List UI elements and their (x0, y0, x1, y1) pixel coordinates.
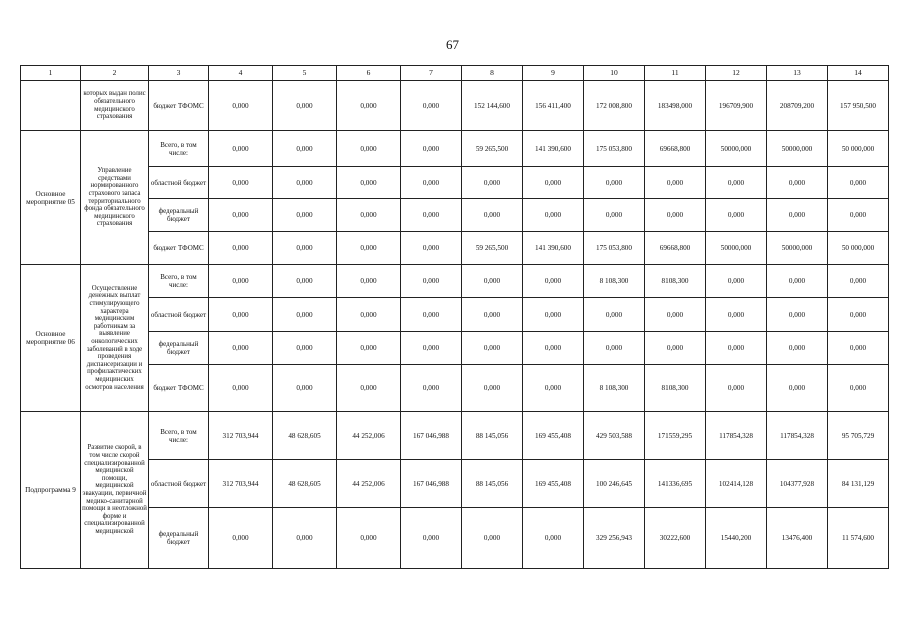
amount-cell: 95 705,729 (828, 412, 889, 460)
amount-cell: 13476,400 (767, 508, 828, 569)
amount-cell: 0,000 (523, 265, 584, 298)
amount-cell: 0,000 (273, 332, 337, 365)
funding-source-cell: областной бюджет (149, 460, 209, 508)
table-row (21, 332, 889, 365)
amount-cell: 0,000 (401, 167, 462, 199)
amount-cell: 312 703,944 (209, 460, 273, 508)
amount-cell: 30222,600 (645, 508, 706, 569)
amount-cell: 0,000 (209, 199, 273, 232)
amount-cell: 196709,900 (706, 81, 767, 131)
amount-cell: 167 046,988 (401, 460, 462, 508)
amount-cell: 0,000 (767, 199, 828, 232)
amount-cell: 0,000 (706, 199, 767, 232)
amount-cell: 0,000 (706, 167, 767, 199)
amount-cell: 88 145,056 (462, 460, 523, 508)
program-description-cell: Развитие скорой, в том числе скорой специализированной медицинской помощи, медицинской эвакуации, первичной медико-санитарной помощи в неотложной форме и специализированной медицинской (81, 412, 149, 569)
amount-cell: 0,000 (337, 199, 401, 232)
amount-cell: 0,000 (523, 365, 584, 412)
amount-cell: 312 703,944 (209, 412, 273, 460)
amount-cell: 0,000 (337, 365, 401, 412)
funding-source-cell: областной бюджет (149, 298, 209, 332)
program-description-cell: Осуществление денежных выплат стимулирующего характера медицинским работникам за выявление онкологических заболеваний в ходе проведения диспансеризации и профилактических медицинских осмотров населения (81, 265, 149, 412)
amount-cell: 11 574,600 (828, 508, 889, 569)
program-description-cell: которых выдан полис обязательного медицинского страхования (81, 81, 149, 131)
amount-cell: 0,000 (401, 265, 462, 298)
amount-cell: 50000,000 (767, 131, 828, 167)
amount-cell: 172 008,800 (584, 81, 645, 131)
amount-cell: 0,000 (706, 298, 767, 332)
amount-cell: 0,000 (401, 81, 462, 131)
funding-source-cell: бюджет ТФОМС (149, 232, 209, 265)
amount-cell: 50 000,000 (828, 232, 889, 265)
table-row (21, 508, 889, 569)
amount-cell: 0,000 (337, 508, 401, 569)
column-header: 13 (767, 66, 828, 81)
amount-cell: 167 046,988 (401, 412, 462, 460)
amount-cell: 0,000 (401, 365, 462, 412)
amount-cell: 0,000 (523, 298, 584, 332)
amount-cell: 0,000 (337, 232, 401, 265)
page-number: 67 (446, 37, 459, 52)
amount-cell: 8108,300 (645, 365, 706, 412)
funding-source-cell: областной бюджет (149, 167, 209, 199)
amount-cell: 0,000 (706, 332, 767, 365)
amount-cell: 0,000 (828, 199, 889, 232)
funding-source-cell: Всего, в том числе: (149, 265, 209, 298)
amount-cell: 69668,800 (645, 232, 706, 265)
program-description-cell: Управление средствами нормированного страхового запаса территориального фонда обязательного медицинского страхования (81, 131, 149, 265)
amount-cell: 48 628,605 (273, 460, 337, 508)
program-name-cell: Основное мероприятие 06 (21, 265, 81, 412)
amount-cell: 0,000 (462, 167, 523, 199)
amount-cell: 102414,128 (706, 460, 767, 508)
amount-cell: 0,000 (828, 167, 889, 199)
amount-cell: 0,000 (523, 167, 584, 199)
amount-cell: 0,000 (337, 298, 401, 332)
column-header: 12 (706, 66, 767, 81)
amount-cell: 0,000 (767, 332, 828, 365)
amount-cell: 59 265,500 (462, 232, 523, 265)
amount-cell: 0,000 (645, 167, 706, 199)
amount-cell: 0,000 (273, 199, 337, 232)
amount-cell: 0,000 (767, 265, 828, 298)
amount-cell: 0,000 (209, 131, 273, 167)
amount-cell: 0,000 (273, 508, 337, 569)
amount-cell: 0,000 (584, 167, 645, 199)
amount-cell: 429 503,588 (584, 412, 645, 460)
amount-cell: 0,000 (401, 298, 462, 332)
amount-cell: 48 628,605 (273, 412, 337, 460)
amount-cell: 15440,200 (706, 508, 767, 569)
amount-cell: 157 950,500 (828, 81, 889, 131)
amount-cell: 0,000 (462, 199, 523, 232)
program-name-cell: Подпрограмма 9 (21, 412, 81, 569)
amount-cell: 44 252,006 (337, 460, 401, 508)
funding-source-cell: бюджет ТФОМС (149, 365, 209, 412)
table-row (21, 265, 889, 298)
amount-cell: 0,000 (273, 131, 337, 167)
amount-cell: 0,000 (209, 365, 273, 412)
column-header: 3 (149, 66, 209, 81)
amount-cell: 0,000 (767, 167, 828, 199)
table-row (21, 131, 889, 167)
funding-source-cell: федеральный бюджет (149, 199, 209, 232)
funding-source-cell: Всего, в том числе: (149, 412, 209, 460)
amount-cell: 152 144,600 (462, 81, 523, 131)
amount-cell: 0,000 (462, 365, 523, 412)
table-row (21, 460, 889, 508)
column-header: 11 (645, 66, 706, 81)
amount-cell: 0,000 (273, 365, 337, 412)
amount-cell: 0,000 (767, 298, 828, 332)
amount-cell: 8 108,300 (584, 365, 645, 412)
amount-cell: 0,000 (401, 131, 462, 167)
amount-cell: 0,000 (209, 232, 273, 265)
amount-cell: 0,000 (645, 199, 706, 232)
table-row (21, 365, 889, 412)
amount-cell: 0,000 (337, 81, 401, 131)
amount-cell: 0,000 (462, 508, 523, 569)
amount-cell: 8108,300 (645, 265, 706, 298)
amount-cell: 50000,000 (706, 232, 767, 265)
amount-cell: 329 256,943 (584, 508, 645, 569)
amount-cell: 0,000 (462, 265, 523, 298)
amount-cell: 0,000 (273, 298, 337, 332)
column-header: 1 (21, 66, 81, 81)
amount-cell: 0,000 (462, 298, 523, 332)
column-header: 14 (828, 66, 889, 81)
amount-cell: 50 000,000 (828, 131, 889, 167)
amount-cell: 0,000 (401, 508, 462, 569)
amount-cell: 0,000 (523, 199, 584, 232)
amount-cell: 0,000 (209, 265, 273, 298)
amount-cell: 0,000 (209, 332, 273, 365)
header-row (21, 66, 889, 81)
amount-cell: 117854,328 (767, 412, 828, 460)
amount-cell: 141 390,600 (523, 131, 584, 167)
amount-cell: 141 390,600 (523, 232, 584, 265)
amount-cell: 0,000 (209, 167, 273, 199)
budget-table (20, 65, 889, 569)
amount-cell: 0,000 (401, 332, 462, 365)
amount-cell: 59 265,500 (462, 131, 523, 167)
amount-cell: 0,000 (337, 167, 401, 199)
amount-cell: 141336,695 (645, 460, 706, 508)
amount-cell: 0,000 (273, 81, 337, 131)
amount-cell: 0,000 (706, 265, 767, 298)
amount-cell: 0,000 (209, 298, 273, 332)
table-row (21, 199, 889, 232)
amount-cell: 84 131,129 (828, 460, 889, 508)
amount-cell: 0,000 (209, 508, 273, 569)
table-row (21, 412, 889, 460)
amount-cell: 0,000 (584, 199, 645, 232)
amount-cell: 0,000 (828, 365, 889, 412)
funding-source-cell: федеральный бюджет (149, 508, 209, 569)
column-header: 10 (584, 66, 645, 81)
amount-cell: 0,000 (523, 508, 584, 569)
amount-cell: 169 455,408 (523, 460, 584, 508)
amount-cell: 0,000 (462, 332, 523, 365)
table-row (21, 232, 889, 265)
amount-cell: 50000,000 (767, 232, 828, 265)
amount-cell: 117854,328 (706, 412, 767, 460)
amount-cell: 0,000 (401, 232, 462, 265)
amount-cell: 69668,800 (645, 131, 706, 167)
amount-cell: 0,000 (273, 167, 337, 199)
amount-cell: 44 252,006 (337, 412, 401, 460)
amount-cell: 0,000 (584, 332, 645, 365)
column-header: 9 (523, 66, 584, 81)
funding-source-cell: федеральный бюджет (149, 332, 209, 365)
program-name-cell (21, 81, 81, 131)
amount-cell: 183498,000 (645, 81, 706, 131)
amount-cell: 0,000 (523, 332, 584, 365)
column-header: 4 (209, 66, 273, 81)
amount-cell: 175 053,800 (584, 232, 645, 265)
funding-source-cell: Всего, в том числе: (149, 131, 209, 167)
amount-cell: 0,000 (645, 332, 706, 365)
amount-cell: 0,000 (273, 265, 337, 298)
amount-cell: 0,000 (828, 265, 889, 298)
column-header: 7 (401, 66, 462, 81)
column-header: 8 (462, 66, 523, 81)
amount-cell: 175 053,800 (584, 131, 645, 167)
amount-cell: 171559,295 (645, 412, 706, 460)
amount-cell: 0,000 (584, 298, 645, 332)
amount-cell: 0,000 (209, 81, 273, 131)
amount-cell: 0,000 (337, 332, 401, 365)
amount-cell: 0,000 (828, 298, 889, 332)
amount-cell: 0,000 (706, 365, 767, 412)
table-row (21, 298, 889, 332)
amount-cell: 100 246,645 (584, 460, 645, 508)
amount-cell: 208709,200 (767, 81, 828, 131)
amount-cell: 156 411,400 (523, 81, 584, 131)
amount-cell: 0,000 (767, 365, 828, 412)
amount-cell: 88 145,056 (462, 412, 523, 460)
amount-cell: 104377,928 (767, 460, 828, 508)
amount-cell: 0,000 (645, 298, 706, 332)
column-header: 2 (81, 66, 149, 81)
amount-cell: 0,000 (337, 265, 401, 298)
column-header: 5 (273, 66, 337, 81)
table-row (21, 81, 889, 131)
amount-cell: 0,000 (828, 332, 889, 365)
amount-cell: 50000,000 (706, 131, 767, 167)
column-header: 6 (337, 66, 401, 81)
amount-cell: 169 455,408 (523, 412, 584, 460)
program-name-cell: Основное мероприятие 05 (21, 131, 81, 265)
amount-cell: 0,000 (273, 232, 337, 265)
table-row (21, 167, 889, 199)
amount-cell: 8 108,300 (584, 265, 645, 298)
amount-cell: 0,000 (401, 199, 462, 232)
amount-cell: 0,000 (337, 131, 401, 167)
funding-source-cell: бюджет ТФОМС (149, 81, 209, 131)
